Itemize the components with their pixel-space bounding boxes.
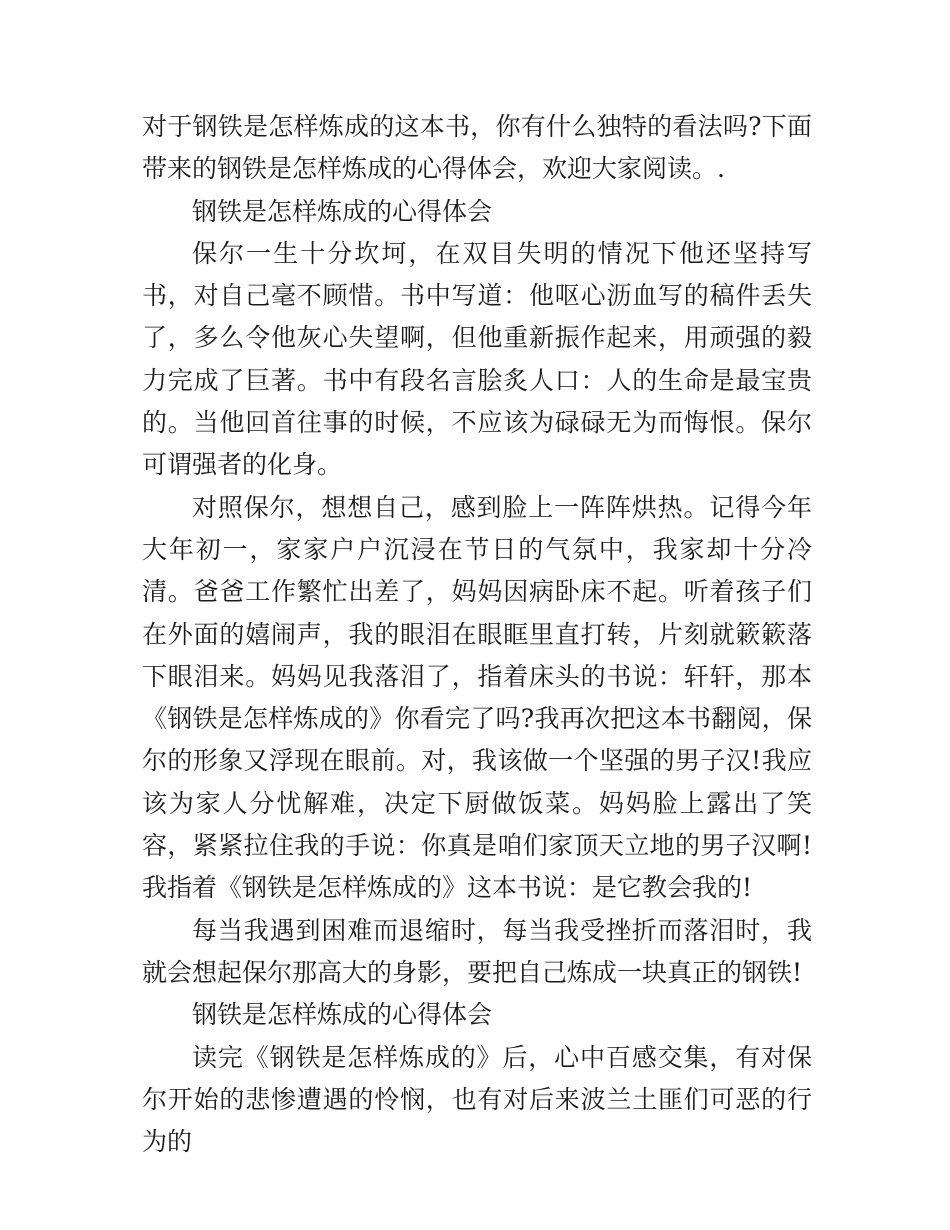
document-body	[142, 106, 812, 1163]
body-paragraph: 每当我遇到困难而退缩时，每当我受挫折而落泪时，我就会想起保尔那高大的身影，要把自己炼成一块真正的钢铁!	[142, 915, 812, 987]
body-paragraph: 读完《钢铁是怎样炼成的》后，心中百感交集，有对保尔开始的悲惨遭遇的怜悯，也有对后来波兰土匪们可恶的行为的	[142, 1042, 812, 1157]
body-paragraph: 保尔一生十分坎坷，在双目失明的情况下他还坚持写书，对自己毫不顾惜。书中写道：他呕心沥血写的稿件丢失了，多么令他灰心失望啊，但他重新振作起来，用顽强的毅力完成了巨著。书中有段名言脍炙人口：人的生命是最宝贵的。当他回首往事的时候，不应该为碌碌无为而悔恨。保尔可谓强者的化身。	[142, 238, 812, 480]
section-heading: 钢铁是怎样炼成的心得体会	[192, 1000, 493, 1030]
body-paragraph: 对照保尔，想想自己，感到脸上一阵阵烘热。记得今年大年初一，家家户户沉浸在节日的气氛中，我家却十分冷清。爸爸工作繁忙出差了，妈妈因病卧床不起。听着孩子们在外面的嬉闹声，我的眼泪在眼眶里直打转，片刻就簌簌落下眼泪来。妈妈见我落泪了，指着床头的书说：轩轩，那本《钢铁是怎样炼成的》你看完了吗?我再次把这本书翻阅，保尔的形象又浮现在眼前。对，我该做一个坚强的男子汉!我应该为家人分忧解难，决定下厨做饭菜。妈妈脸上露出了笑容，紧紧拉住我的手说：你真是咱们家顶天立地的男子汉啊!我指着《钢铁是怎样炼成的》这本书说：是它教会我的!	[142, 492, 812, 903]
intro-paragraph: 对于钢铁是怎样炼成的这本书，你有什么独特的看法吗?下面带来的钢铁是怎样炼成的心得体会，欢迎大家阅读。.	[142, 112, 812, 184]
section-heading: 钢铁是怎样炼成的心得体会	[192, 196, 493, 226]
